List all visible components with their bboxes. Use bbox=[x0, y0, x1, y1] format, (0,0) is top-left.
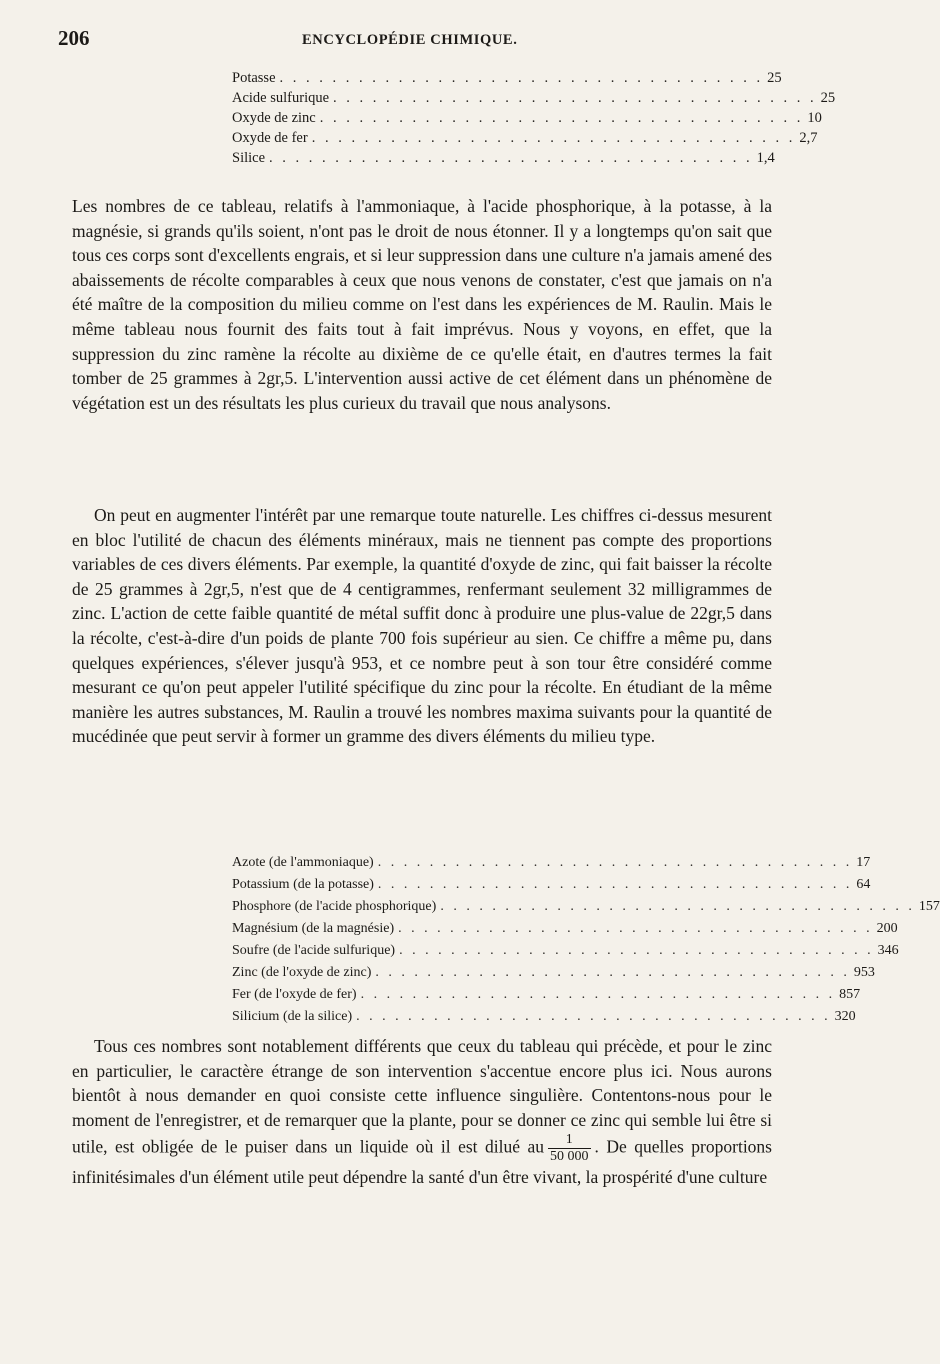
suppression-table bbox=[232, 68, 836, 168]
dot-leader: . . . . . . . . . . . . . . . . . . . . . . . . . . . . . . . . . . . . . bbox=[333, 90, 817, 106]
row-value: 2,7 bbox=[799, 130, 818, 146]
row-value: 200 bbox=[876, 921, 898, 936]
row-label: Potassium (de la potasse) bbox=[232, 877, 374, 892]
row-label: Potasse bbox=[232, 70, 276, 86]
row-value: 157 bbox=[918, 899, 940, 914]
table-row bbox=[232, 108, 822, 128]
row-label: Acide sulfurique bbox=[232, 90, 330, 106]
row-label: Phosphore (de l'acide phosphorique) bbox=[232, 899, 437, 914]
table-row bbox=[232, 148, 775, 168]
table-row bbox=[232, 962, 875, 984]
paragraph-1: Les nombres de ce tableau, relatifs à l'ammoniaque, à l'acide phosphorique, à la potasse, à la magnésie, si grands qu'ils soient, n'ont pas le droit de nous étonner. Il y a longtemps qu'on sait que tous ces corps sont d'excellents engrais, et si leur suppression dans une culture n'a jamais amené des abaissements de récolte comparables à ceux que nous venons de constater, c'est que jamais on n'a été maître de la composition du milieu comme on l'est dans les expériences de M. Raulin. Mais le même tableau nous fournit des faits tout à fait imprévus. Nous y voyons, en effet, que la suppression du zinc ramène la récolte au dixième de ce qu'elle était, en d'autres termes la fait tomber de 25 grammes à 2gr,5. L'intervention aussi active de cet élément dans un phénomène de végétation est un des résultats les plus curieux du travail que nous analysons. bbox=[72, 196, 772, 413]
dot-leader: . . . . . . . . . . . . . . . . . . . . . . . . . . . . . . . . . . . . . bbox=[356, 1009, 831, 1024]
table-row bbox=[232, 1006, 856, 1028]
paragraph-3-text: Tous ces nombres sont notablement différents que ceux du tableau qui précède, et pour le zinc en particulier, le caractère étrange de son intervention s'accentue encore plus ici. Nous aurons bientôt à nous demander en quoi consiste cette influence singulière. Contentons-nous pour le moment de l'enregistrer, et de remarquer que la plante, pour se donner ce zinc qui semble lui être si utile, est obligée de le puiser dans un liquide où il est dilué au bbox=[72, 1036, 772, 1157]
row-value: 25 bbox=[767, 70, 782, 86]
table-row bbox=[232, 128, 818, 148]
row-label: Silice bbox=[232, 150, 266, 166]
table-row bbox=[232, 874, 871, 896]
dot-leader: . . . . . . . . . . . . . . . . . . . . . . . . . . . . . . . . . . . . . bbox=[377, 855, 853, 870]
dot-leader: . . . . . . . . . . . . . . . . . . . . . . . . . . . . . . . . . . . . . bbox=[319, 110, 804, 126]
table-row bbox=[232, 68, 782, 88]
dilution-fraction bbox=[548, 1132, 591, 1165]
fraction-denominator: 50 000 bbox=[550, 1149, 589, 1165]
dot-leader: . . . . . . . . . . . . . . . . . . . . . . . . . . . . . . . . . . . . . bbox=[440, 899, 915, 914]
dot-leader: . . . . . . . . . . . . . . . . . . . . . . . . . . . . . . . . . . . . . bbox=[279, 70, 764, 86]
table-row bbox=[232, 852, 871, 874]
paragraph-2: On peut en augmenter l'intérêt par une remarque toute naturelle. Les chiffres ci-dessus mesurent en bloc l'utilité de chacun des éléments minéraux, mais ne tiennent pas compte des proportions variables de ces divers éléments. Par exemple, la quantité d'oxyde de zinc, qui fait baisser la récolte de 25 grammes à 2gr,5, n'est que de 4 centigrammes, renfermant seulement 32 milligrammes de zinc. L'action de cette faible quantité de métal suffit donc à produire une plus-value de 22gr,5 dans la récolte, c'est-à-dire d'un poids de plante 700 fois supérieur au sien. Ce chiffre a même pu, dans quelques expériences, s'élever jusqu'à 953, et ce nombre peut à son tour être considéré comme mesurant ce qu'on peut appeler l'utilité spécifique du zinc pour la récolte. En étudiant de la même manière les autres substances, M. Raulin a trouvé les nombres maxima suivants pour la quantité de mucédinée que peut servir à former un gramme des divers éléments du milieu type. bbox=[72, 505, 772, 747]
table-row bbox=[232, 984, 861, 1006]
specific-utility-table bbox=[232, 852, 940, 1028]
dot-leader: . . . . . . . . . . . . . . . . . . . . . . . . . . . . . . . . . . . . . bbox=[375, 965, 850, 980]
row-label: Azote (de l'ammoniaque) bbox=[232, 855, 374, 870]
page-number: 206 bbox=[58, 26, 90, 50]
row-label: Oxyde de zinc bbox=[232, 110, 316, 126]
row-label: Oxyde de fer bbox=[232, 130, 308, 146]
running-title: ENCYCLOPÉDIE CHIMIQUE. bbox=[302, 32, 518, 48]
paragraph-3-text-end: . De quelles proportions infinitésimales d'un élément utile peut dépendre la santé d'un être vivant, la prospérité d'une culture bbox=[72, 1136, 772, 1188]
row-label: Soufre (de l'acide sulfurique) bbox=[232, 943, 396, 958]
table-row bbox=[232, 918, 898, 940]
row-value: 1,4 bbox=[756, 150, 775, 166]
row-value: 25 bbox=[820, 90, 836, 106]
row-label: Fer (de l'oxyde de fer) bbox=[232, 987, 357, 1002]
row-value: 64 bbox=[856, 877, 871, 892]
row-value: 10 bbox=[807, 110, 822, 126]
dot-leader: . . . . . . . . . . . . . . . . . . . . . . . . . . . . . . . . . . . . . bbox=[269, 150, 753, 166]
table-row bbox=[232, 896, 940, 918]
row-value: 857 bbox=[839, 987, 861, 1002]
row-label: Silicium (de la silice) bbox=[232, 1009, 353, 1024]
table-row bbox=[232, 940, 899, 962]
row-value: 953 bbox=[853, 965, 875, 980]
dot-leader: . . . . . . . . . . . . . . . . . . . . . . . . . . . . . . . . . . . . . bbox=[398, 921, 873, 936]
dot-leader: . . . . . . . . . . . . . . . . . . . . . . . . . . . . . . . . . . . . . bbox=[360, 987, 836, 1002]
row-value: 346 bbox=[877, 943, 899, 958]
row-label: Zinc (de l'oxyde de zinc) bbox=[232, 965, 372, 980]
fraction-numerator: 1 bbox=[548, 1132, 591, 1149]
row-value: 17 bbox=[856, 855, 871, 870]
dot-leader: . . . . . . . . . . . . . . . . . . . . . . . . . . . . . . . . . . . . . bbox=[311, 130, 796, 146]
table-row bbox=[232, 88, 836, 108]
row-value: 320 bbox=[834, 1009, 856, 1024]
page-header bbox=[58, 26, 758, 56]
dot-leader: . . . . . . . . . . . . . . . . . . . . . . . . . . . . . . . . . . . . . bbox=[377, 877, 853, 892]
row-label: Magnésium (de la magnésie) bbox=[232, 921, 395, 936]
dot-leader: . . . . . . . . . . . . . . . . . . . . . . . . . . . . . . . . . . . . . bbox=[399, 943, 874, 958]
paragraph-3 bbox=[72, 1034, 772, 1190]
